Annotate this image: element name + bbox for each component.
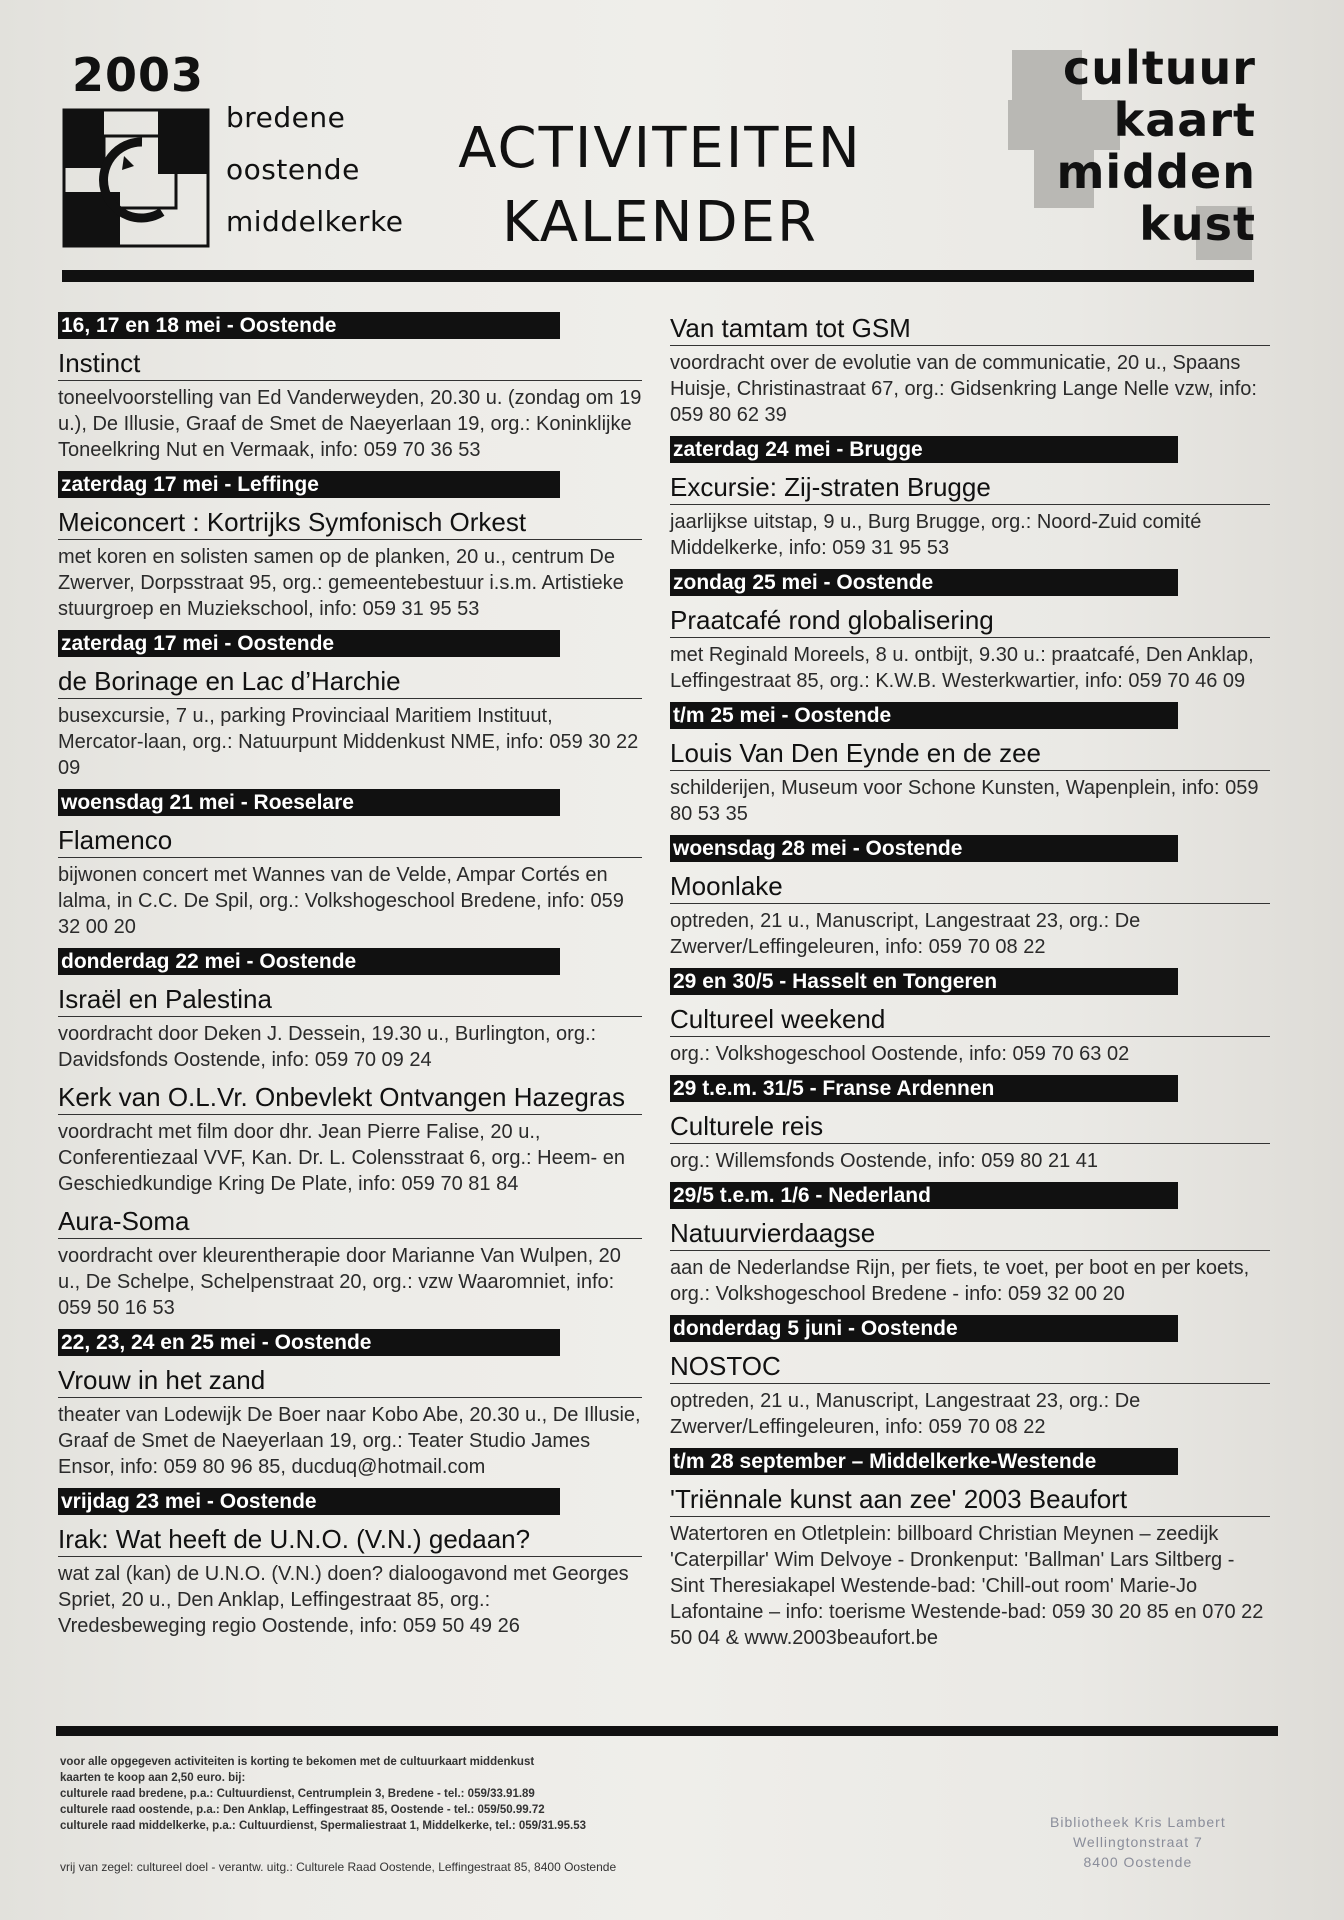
footer-line: culturele raad middelkerke, p.a.: Cultuurdienst, Spermaliestraat 1, Middelkerke, tel.: 059/31.95.53 <box>60 1820 587 1832</box>
cultuurkaart-logo <box>1008 36 1256 262</box>
title-line-1: ACTIVITEITEN <box>458 116 862 181</box>
event-title: Van tamtam tot GSM <box>670 312 1270 346</box>
event-description: met Reginald Moreels, 8 u. ontbijt, 9.30 u.: praatcafé, Den Anklap, Leffingestraat 85, org.: K.W.B. Westerkwartier, info: 059 70 46 09 <box>670 644 1254 692</box>
event-description: bijwonen concert met Wannes van de Velde, Ampar Cortés en lalma, in C.C. De Spil, org.: Volkshogeschool Bredene, info: 059 32 00 20 <box>58 864 624 938</box>
year: 2003 <box>72 48 205 102</box>
brand-word-3: midden <box>1056 145 1256 199</box>
event-description: schilderijen, Museum voor Schone Kunsten, Wapenplein, info: 059 80 53 35 <box>670 777 1259 825</box>
stamp-line: 8400 Oostende <box>1083 1854 1193 1870</box>
event-description: org.: Volkshogeschool Oostende, info: 059 70 63 02 <box>670 1043 1130 1065</box>
event-date-bar: t/m 25 mei - Oostende <box>670 702 1178 729</box>
event-title: Kerk van O.L.Vr. Onbevlekt Ontvangen Hazegras <box>58 1081 642 1115</box>
right-column <box>670 312 1270 1659</box>
event-title: Culturele reis <box>670 1110 1270 1144</box>
event-date-bar: zaterdag 17 mei - Oostende <box>58 630 560 657</box>
event-date-bar: woensdag 21 mei - Roeselare <box>58 789 560 816</box>
title-line-2: KALENDER <box>502 190 818 255</box>
event-title: Irak: Wat heeft de U.N.O. (V.N.) gedaan? <box>58 1523 642 1557</box>
event-title: de Borinage en Lac d’Harchie <box>58 665 642 699</box>
event-description: busexcursie, 7 u., parking Provinciaal Maritiem Instituut, Mercator-laan, org.: Natuurpunt Middenkust NME, info: 059 30 22 09 <box>58 705 639 779</box>
footer-rule <box>56 1726 1278 1736</box>
event-date-bar: 22, 23, 24 en 25 mei - Oostende <box>58 1329 560 1356</box>
footer-line: voor alle opgegeven activiteiten is korting te bekomen met de cultuurkaart middenkust <box>60 1756 535 1768</box>
event-date-bar: 16, 17 en 18 mei - Oostende <box>58 312 560 339</box>
event-description: toneelvoorstelling van Ed Vanderweyden, 20.30 u. (zondag om 19 u.), De Illusie, Graaf de Smet de Naeyerlaan 19, org.: Koninklijke Toneelkring Nut en Vermaak, info: 059 70 36 53 <box>58 387 642 461</box>
event-date-bar: zaterdag 24 mei - Brugge <box>670 436 1178 463</box>
event-date-bar: donderdag 22 mei - Oostende <box>58 948 560 975</box>
place-middelkerke: middelkerke <box>226 205 404 238</box>
event-date-bar: woensdag 28 mei - Oostende <box>670 835 1178 862</box>
event-description: optreden, 21 u., Manuscript, Langestraat 23, org.: De Zwerver/Leffingeleuren, info: 059 70 08 22 <box>670 910 1141 958</box>
stamp-line: Wellingtonstraat 7 <box>1072 1834 1203 1850</box>
brand-word-4: kust <box>1139 197 1256 251</box>
event-description: voordracht over de evolutie van de communicatie, 20 u., Spaans Huisje, Christinastraat 67, org.: Gidsenkring Lange Nelle vzw, info: 059 80 62 39 <box>670 352 1257 426</box>
event-description: jaarlijkse uitstap, 9 u., Burg Brugge, org.: Noord-Zuid comité Middelkerke, info: 059 31 95 53 <box>670 511 1202 559</box>
library-stamp <box>1050 1812 1226 1872</box>
event-title: 'Triënnale kunst aan zee' 2003 Beaufort <box>670 1483 1270 1517</box>
event-description: Watertoren en Otletplein: billboard Christian Meynen – zeedijk 'Caterpillar' Wim Delvoye - Dronkenput: 'Ballman' Lars Siltberg - Sint Theresiakapel Westende-bad: 'Chill-out room' Marie-Jo Lafontaine – info: toerisme Westende-bad: 059 30 20 85 en 070 22 50 04 & www.2003beaufort.be <box>670 1523 1264 1649</box>
event-title: Vrouw in het zand <box>58 1364 642 1398</box>
event-title: Flamenco <box>58 824 642 858</box>
place-bredene: bredene <box>226 101 346 134</box>
event-description: voordracht met film door dhr. Jean Pierre Falise, 20 u., Conferentiezaal VVF, Kan. Dr. L. Colensstraat 6, org.: Heem- en Geschiedkundige Kring De Plate, info: 059 70 81 84 <box>58 1121 625 1195</box>
footer-line: kaarten te koop aan 2,50 euro. bij: <box>60 1772 246 1784</box>
event-title: Meiconcert : Kortrijks Symfonisch Orkest <box>58 506 642 540</box>
place-list <box>226 92 404 248</box>
event-description: voordracht over kleurentherapie door Marianne Van Wulpen, 20 u., De Schelpe, Schelpenstraat 20, org.: vzw Waaromniet, info: 059 50 16 53 <box>58 1245 621 1319</box>
event-title: Praatcafé rond globalisering <box>670 604 1270 638</box>
event-date-bar: 29/5 t.e.m. 1/6 - Nederland <box>670 1182 1178 1209</box>
event-title: Aura-Soma <box>58 1205 642 1239</box>
event-description: met koren en solisten samen op de planken, 20 u., centrum De Zwerver, Dorpsstraat 95, org.: gemeentebestuur i.s.m. Artistieke stuurgroep en Muziekschool, info: 059 31 95 53 <box>58 546 624 620</box>
left-column <box>58 312 642 1647</box>
footer-line: culturele raad oostende, p.a.: Den Anklap, Leffingestraat 85, Oostende - tel.: 059/50.99.72 <box>60 1804 545 1816</box>
event-title: Excursie: Zij-straten Brugge <box>670 471 1270 505</box>
event-date-bar: 29 en 30/5 - Hasselt en Tongeren <box>670 968 1178 995</box>
place-oostende: oostende <box>226 153 360 186</box>
event-description: theater van Lodewijk De Boer naar Kobo Abe, 20.30 u., De Illusie, Graaf de Smet de Naeyerlaan 19, org.: Teater Studio James Ensor, info: 059 80 96 85, ducduq@hotmail.com <box>58 1404 641 1478</box>
event-description: org.: Willemsfonds Oostende, info: 059 80 21 41 <box>670 1150 1099 1172</box>
event-description: wat zal (kan) de U.N.O. (V.N.) doen? dialoogavond met Georges Spriet, 20 u., Den Anklap, Leffingestraat 85, org.: Vredesbeweging regio Oostende, info: 059 50 49 26 <box>58 1563 629 1637</box>
event-description: optreden, 21 u., Manuscript, Langestraat 23, org.: De Zwerver/Leffingeleuren, info: 059 70 08 22 <box>670 1390 1141 1438</box>
event-description: voordracht door Deken J. Dessein, 19.30 u., Burlington, org.: Davidsfonds Oostende, info: 059 70 09 24 <box>58 1023 597 1071</box>
header-rule <box>62 270 1254 282</box>
page-title <box>410 112 910 260</box>
footer <box>60 1754 586 1834</box>
footer-note: vrij van zegel: cultureel doel - verantw. uitg.: Culturele Raad Oostende, Leffingestraat 85, 8400 Oostende <box>60 1860 617 1874</box>
event-date-bar: t/m 28 september – Middelkerke-Westende <box>670 1448 1178 1475</box>
logo-squares <box>62 108 210 248</box>
event-date-bar: zaterdag 17 mei - Leffinge <box>58 471 560 498</box>
event-title: Moonlake <box>670 870 1270 904</box>
event-title: Natuurvierdaagse <box>670 1217 1270 1251</box>
event-date-bar: 29 t.e.m. 31/5 - Franse Ardennen <box>670 1075 1178 1102</box>
event-title: NOSTOC <box>670 1350 1270 1384</box>
event-title: Instinct <box>58 347 642 381</box>
event-date-bar: donderdag 5 juni - Oostende <box>670 1315 1178 1342</box>
event-title: Israël en Palestina <box>58 983 642 1017</box>
event-date-bar: zondag 25 mei - Oostende <box>670 569 1178 596</box>
footer-line: culturele raad bredene, p.a.: Cultuurdienst, Centrumplein 3, Bredene - tel.: 059/33.91.89 <box>60 1788 535 1800</box>
event-title: Cultureel weekend <box>670 1003 1270 1037</box>
event-date-bar: vrijdag 23 mei - Oostende <box>58 1488 560 1515</box>
brand-word-2: kaart <box>1113 93 1256 147</box>
stamp-line: Bibliotheek Kris Lambert <box>1050 1814 1226 1830</box>
event-title: Louis Van Den Eynde en de zee <box>670 737 1270 771</box>
event-description: aan de Nederlandse Rijn, per fiets, te voet, per boot en per koets, org.: Volkshogeschool Bredene - info: 059 32 00 20 <box>670 1257 1250 1305</box>
brand-word-1: cultuur <box>1063 41 1256 95</box>
